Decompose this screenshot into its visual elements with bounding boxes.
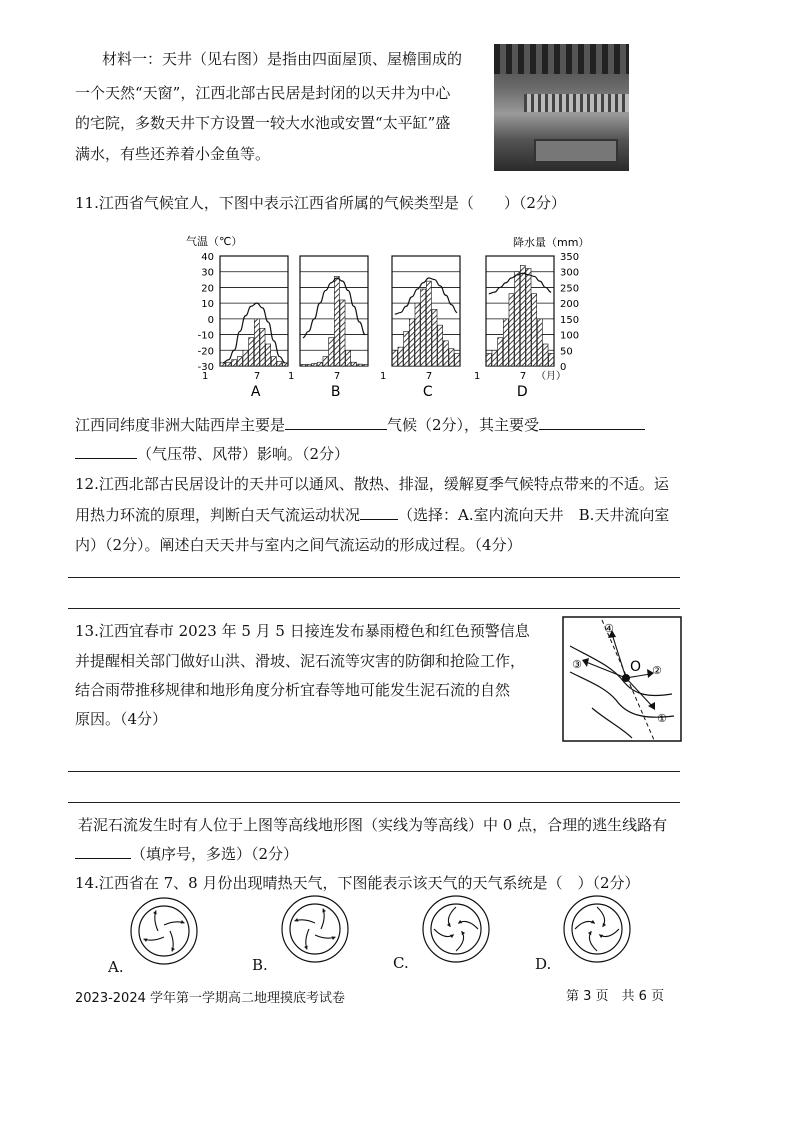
temp-tick: 40 (201, 252, 214, 263)
courtyard-photo (494, 44, 629, 171)
climate-panel-b (288, 256, 368, 400)
q13-follow-line2-text: （填序号，多选）（2分） (131, 845, 299, 863)
q13-follow-line-2 (75, 847, 298, 862)
q11-fill-line-2 (75, 447, 349, 462)
precip-bar (346, 350, 351, 366)
x-tick: 1 (288, 371, 295, 382)
precip-axis-title: 降水量（mm） (513, 236, 590, 249)
q14-stem: 14.江西省在 7、8 月份出现晴热天气，下图能表示该天气的天气系统是（ ）（2分） (75, 874, 640, 892)
precip-bar (438, 325, 443, 366)
x-tick: 1 (380, 371, 387, 382)
blank-pressure-belt[interactable] (539, 428, 645, 430)
precip-tick: 350 (560, 252, 580, 263)
x-tick: 7 (253, 371, 261, 382)
precip-bar (317, 362, 322, 366)
precip-bar (323, 357, 328, 366)
route-1: ① (657, 712, 667, 725)
panel-label: A (250, 384, 261, 400)
precip-tick: 0 (560, 362, 567, 373)
precip-bar (398, 347, 403, 366)
weather-system-d (564, 896, 630, 962)
x-tick: 7 (519, 371, 527, 382)
panel-label: D (516, 384, 528, 400)
blank-climate-type[interactable] (285, 428, 387, 430)
precip-bar (266, 344, 271, 366)
q12-line-2 (75, 508, 669, 523)
q14-option-b[interactable]: B. (252, 956, 268, 974)
precip-bar (503, 319, 508, 366)
precip-bar (421, 289, 426, 366)
weather-system-c (423, 896, 489, 962)
month-unit: （月） (536, 371, 566, 382)
precip-bar (409, 319, 414, 366)
precip-bar (254, 319, 259, 366)
precip-bar (498, 338, 503, 366)
answer-line-q12-2[interactable] (68, 608, 680, 609)
precip-tick: 50 (560, 346, 573, 358)
contour-map (562, 616, 682, 742)
precip-bar (520, 265, 525, 366)
answer-line-q13-2[interactable] (68, 802, 680, 803)
precip-bar (271, 357, 276, 366)
temp-tick: 10 (201, 299, 214, 311)
answer-line-q12-1[interactable] (68, 577, 680, 578)
precip-bar (532, 294, 537, 366)
precip-bar (283, 363, 288, 366)
x-tick: 1 (202, 371, 209, 382)
q13-line-2: 并提醒相关部门做好山洪、滑坡、泥石流等灾害的防御和抢险工作， (75, 652, 526, 670)
temp-tick: 30 (201, 267, 214, 279)
temp-tick: -30 (197, 362, 214, 373)
q11-fill1-post: 气候（2分），其主要受 (387, 416, 540, 434)
q13-follow-line-1: 若泥石流发生时有人位于上图等高线地形图（实线为等高线）中 0 点，合理的逃生线路有 (78, 816, 668, 834)
blank-airflow-choice[interactable] (360, 518, 398, 520)
precip-bar (329, 338, 334, 366)
weather-systems (100, 893, 660, 983)
precip-bar (340, 300, 345, 366)
temp-tick: 0 (207, 314, 214, 326)
x-tick: 1 (474, 371, 481, 382)
precip-bar (243, 350, 248, 366)
material-line-3: 的宅院，多数天井下方设置一较大水池或安置“太平缸”盛 (75, 114, 451, 132)
blank-escape-routes[interactable] (75, 857, 131, 859)
x-tick: 7 (425, 371, 433, 382)
temp-tick: -10 (197, 330, 214, 342)
temp-tick: 20 (201, 283, 214, 295)
precip-bar (300, 364, 305, 366)
precip-bar (492, 350, 497, 366)
map-point-o: O (630, 659, 642, 675)
q12-line-1: 12.江西北部古民居设计的天井可以通风、散热、排湿，缓解夏季气候特点带来的不适。运 (75, 475, 669, 493)
precip-bar (526, 269, 531, 366)
precip-bar (351, 362, 356, 366)
material-line-4: 满水，有些还养着小金鱼等。 (75, 145, 271, 163)
precip-bar (432, 309, 437, 366)
climate-panel-c (380, 256, 460, 400)
q11-fill1-pre: 江西同纬度非洲大陆西岸主要是 (75, 416, 286, 434)
precip-bar (334, 276, 339, 366)
panel-label: B (330, 384, 341, 400)
weather-system-b (282, 896, 348, 962)
precip-bar (260, 328, 265, 366)
precip-bar (357, 364, 362, 366)
route-2: ② (652, 664, 662, 677)
route-4: ④ (604, 622, 614, 635)
q13-line-3: 结合雨带推移规律和地形角度分析宜春等地可能发生泥石流的自然 (75, 681, 511, 699)
q11-fill2-post: （气压带、风带）影响。（2分） (137, 445, 350, 463)
precip-bar (363, 364, 368, 366)
precip-bar (249, 338, 254, 366)
precip-bar (486, 353, 491, 366)
weather-system-a (131, 898, 197, 964)
precip-tick: 300 (560, 267, 580, 279)
precip-bar (509, 294, 514, 366)
temperature-curve (303, 278, 365, 338)
precip-bar (455, 353, 460, 366)
blank-pressure-belt-cont[interactable] (75, 457, 137, 459)
climate-panel-a (202, 256, 288, 400)
footer-page-number: 第 3 页 共 6 页 (566, 989, 665, 1004)
precip-tick: 150 (560, 314, 580, 326)
footer-title: 2023-2024 学年第一学期高二地理摸底考试卷 (75, 991, 345, 1006)
precip-bar (449, 349, 454, 366)
q12-line2-pre: 用热力环流的原理，判断白天气流运动状况 (75, 506, 361, 524)
q14-option-a[interactable]: A. (108, 958, 124, 976)
q13-line-1: 13.江西宜春市 2023 年 5 月 5 日接连发布暴雨橙色和红色预警信息 (75, 622, 530, 640)
precip-tick: 200 (560, 299, 580, 311)
route-3: ③ (572, 658, 582, 671)
answer-line-q13-1[interactable] (68, 771, 680, 772)
q11-fill-line-1 (75, 418, 645, 433)
precip-bar (543, 344, 548, 366)
precip-bar (237, 357, 242, 366)
precip-bar (443, 341, 448, 366)
precip-bar (415, 303, 420, 366)
precip-bar (404, 331, 409, 366)
precip-bar (312, 363, 317, 366)
material-line-2: 一个天然“天窗”，江西北部古民居是封闭的以天井为中心 (75, 84, 451, 102)
climate-charts (180, 232, 600, 402)
temperature-curve (223, 303, 285, 363)
q12-line-3: 内）（2分）。阐述白天天井与室内之间气流运动的形成过程。（4分） (75, 536, 522, 554)
precip-bar (306, 364, 311, 366)
precip-bar (426, 281, 431, 366)
q14-option-d[interactable]: D. (535, 955, 552, 973)
precip-bar (537, 319, 542, 366)
temp-axis-title: 气温（℃） (186, 235, 243, 248)
precip-tick: 250 (560, 283, 580, 295)
panel-label: C (422, 384, 433, 400)
precip-bar (226, 362, 231, 366)
q14-option-c[interactable]: C. (393, 954, 409, 972)
x-tick: 7 (333, 371, 341, 382)
q12-line2-post: （选择：A.室内流向天井 B.天井流向室 (398, 506, 670, 524)
precip-bar (549, 353, 554, 366)
precip-tick: 100 (560, 330, 580, 342)
q13-line-4: 原因。（4分） (75, 710, 168, 728)
temp-tick: -20 (197, 346, 214, 358)
precip-bar (392, 350, 397, 366)
precip-bar (277, 361, 282, 366)
q11-stem: 11.江西省气候宜人，下图中表示江西省所属的气候类型是（ ）（2分） (75, 194, 566, 212)
precip-bar (232, 360, 237, 366)
material-line-1: 材料一：天井（见右图）是指由四面屋顶、屋檐围成的 (102, 50, 463, 68)
precip-bar (515, 272, 520, 366)
